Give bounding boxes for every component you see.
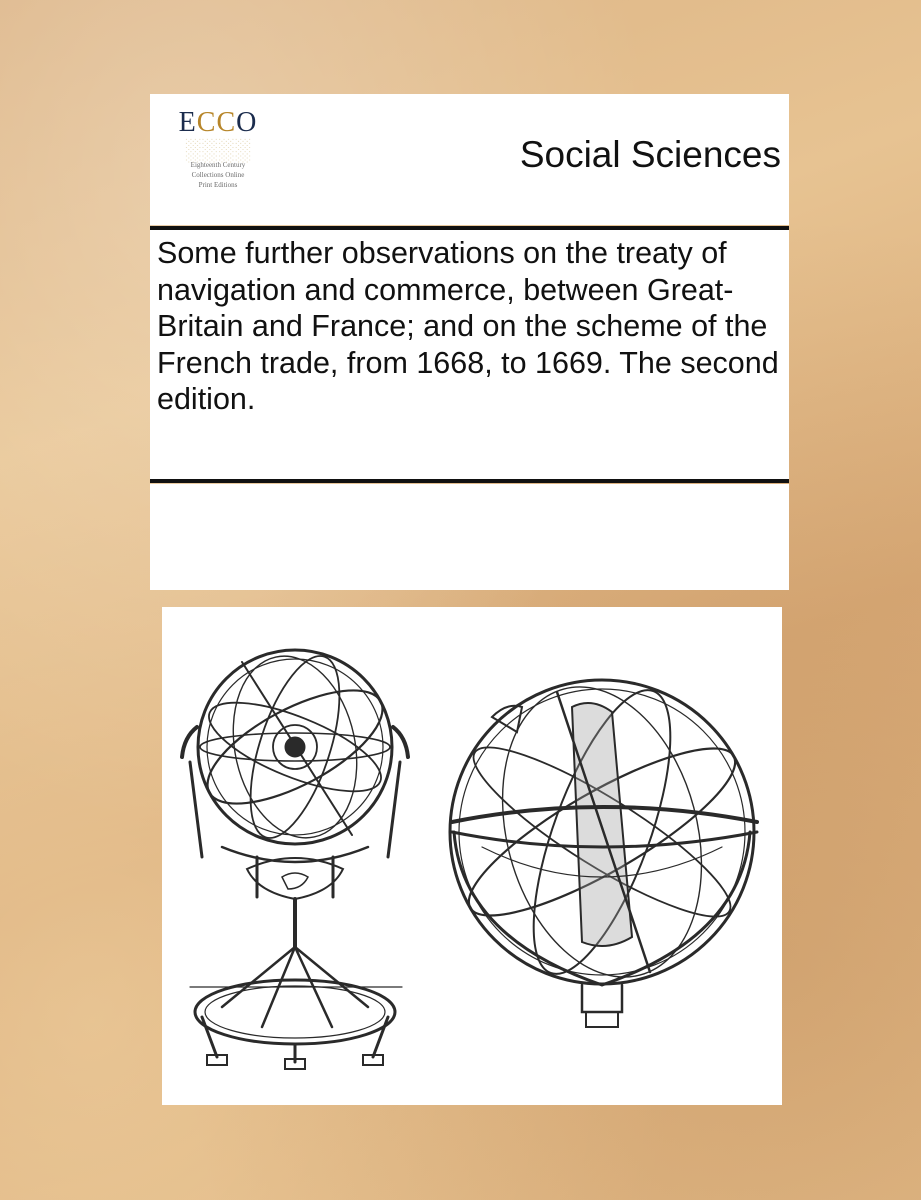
logo-line-2: Collections Online	[191, 171, 245, 179]
logo-line-1: Eighteenth Century	[190, 161, 246, 169]
logo-line-3: Print Editions	[198, 181, 238, 189]
logo-mark: ECCO	[178, 107, 258, 138]
ecco-logo	[168, 106, 268, 212]
armillary-spheres-illustration	[162, 607, 782, 1105]
top-divider-rule	[150, 226, 789, 230]
blank-panel	[150, 484, 789, 590]
series-title: Social Sciences	[519, 134, 781, 175]
book-title: Some further observations on the treaty of navigation and commerce, between Great-Britain and France; and on the scheme of the French trade, from 1668, to 1669. The second edition.	[157, 236, 779, 417]
left-armillary-sphere	[182, 645, 408, 1069]
logo-reflection: ░░░░	[184, 137, 252, 162]
right-armillary-sphere	[450, 664, 757, 1027]
bottom-divider-rule	[150, 479, 789, 483]
